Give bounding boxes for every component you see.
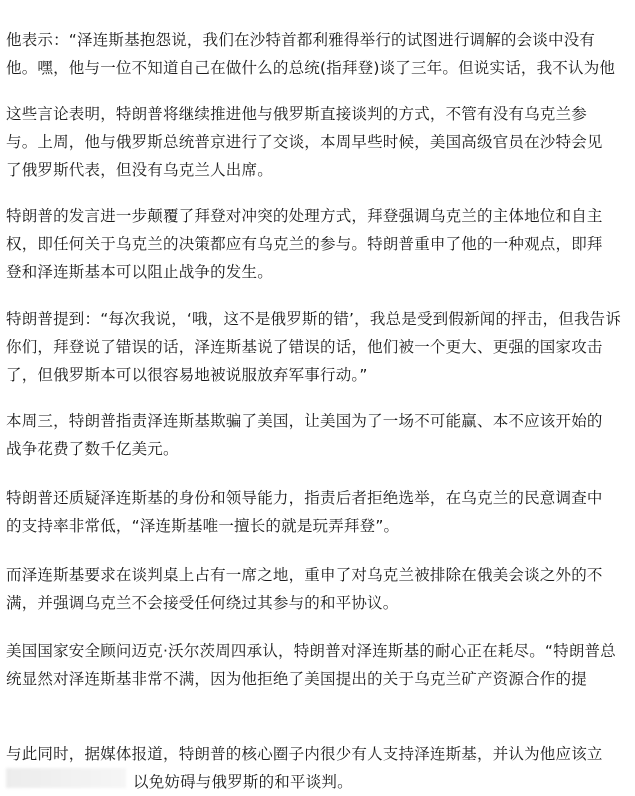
paragraph-line: 这些言论表明，特朗普将继续推进他与俄罗斯直接谈判的方式，不管有没有乌克兰参 — [6, 105, 587, 123]
paragraph-line: 满，并强调乌克兰不会接受任何绕过其参与的和平协议。 — [6, 594, 399, 612]
paragraph-line: 而泽连斯基要求在谈判桌上占有一席之地，重申了对乌克兰被排除在俄美会谈之外的不 — [6, 566, 603, 584]
paragraph-line: 特朗普提到：“每次我说，‘哦，这不是俄罗斯的错’，我总是受到假新闻的抨击，但我告诉 — [6, 310, 622, 328]
paragraph-line: 登和泽连斯基本可以阻止战争的发生。 — [6, 263, 273, 281]
paragraph-3 — [6, 202, 632, 286]
paragraph-line: 战争花费了数千亿美元。 — [6, 440, 179, 458]
paragraph-line: 了，但俄罗斯本可以很容易地被说服放弃军事行动。” — [6, 366, 368, 384]
obscured-watermark-text — [6, 768, 126, 788]
paragraph-7 — [6, 561, 632, 617]
paragraph-line: 与。上周，他与俄罗斯总统普京进行了交谈，本周早些时候，美国高级官员在沙特会见 — [6, 133, 603, 151]
paragraph-line: 统显然对泽连斯基非常不满，因为他拒绝了美国提出的关于乌克兰矿产资源合作的提 — [6, 670, 587, 688]
paragraph-line: 权，即任何关于乌克兰的决策都应有乌克兰的参与。特朗普重申了他的一种观点，即拜 — [6, 235, 603, 253]
paragraph-1 — [6, 26, 632, 82]
paragraph-2 — [6, 100, 632, 184]
paragraph-8 — [6, 637, 632, 693]
paragraph-line: 他。嘿，他与一位不知道自己在做什么的总统(指拜登)谈了三年。但说实话，我不认为他 — [6, 59, 616, 77]
paragraph-line: 与此同时，据媒体报道，特朗普的核心圈子内很少有人支持泽连斯基，并认为他应该立 — [6, 745, 603, 763]
paragraph-line: 本周三，特朗普指责泽连斯基欺骗了美国，让美国为了一场不可能赢、本不应该开始的 — [6, 412, 603, 430]
paragraph-5 — [6, 407, 632, 463]
paragraph-line: 的支持率非常低，“泽连斯基唯一擅长的就是玩弄拜登”。 — [6, 517, 400, 535]
paragraph-line: 美国国家安全顾问迈克·沃尔茨周四承认，特朗普对泽连斯基的耐心正在耗尽。“特朗普总 — [6, 642, 616, 660]
paragraph-line: 特朗普还质疑泽连斯基的身份和领导能力，指责后者拒绝选举，在乌克兰的民意调查中 — [6, 489, 603, 507]
paragraph-6 — [6, 484, 632, 540]
paragraph-line: 你们，拜登说了错误的话，泽连斯基说了错误的话，他们被一个更大、更强的国家攻击 — [6, 338, 603, 356]
paragraph-line: 他表示：“泽连斯基抱怨说，我们在沙特首都利雅得举行的试图进行调解的会谈中没有 — [6, 31, 596, 49]
paragraph-line: 特朗普的发言进一步颠覆了拜登对冲突的处理方式，拜登强调乌克兰的主体地位和自主 — [6, 207, 603, 225]
paragraph-line: 了俄罗斯代表，但没有乌克兰人出席。 — [6, 161, 273, 179]
paragraph-4 — [6, 305, 632, 389]
paragraph-line: 以免妨碍与俄罗斯的和平谈判。 — [133, 773, 353, 791]
